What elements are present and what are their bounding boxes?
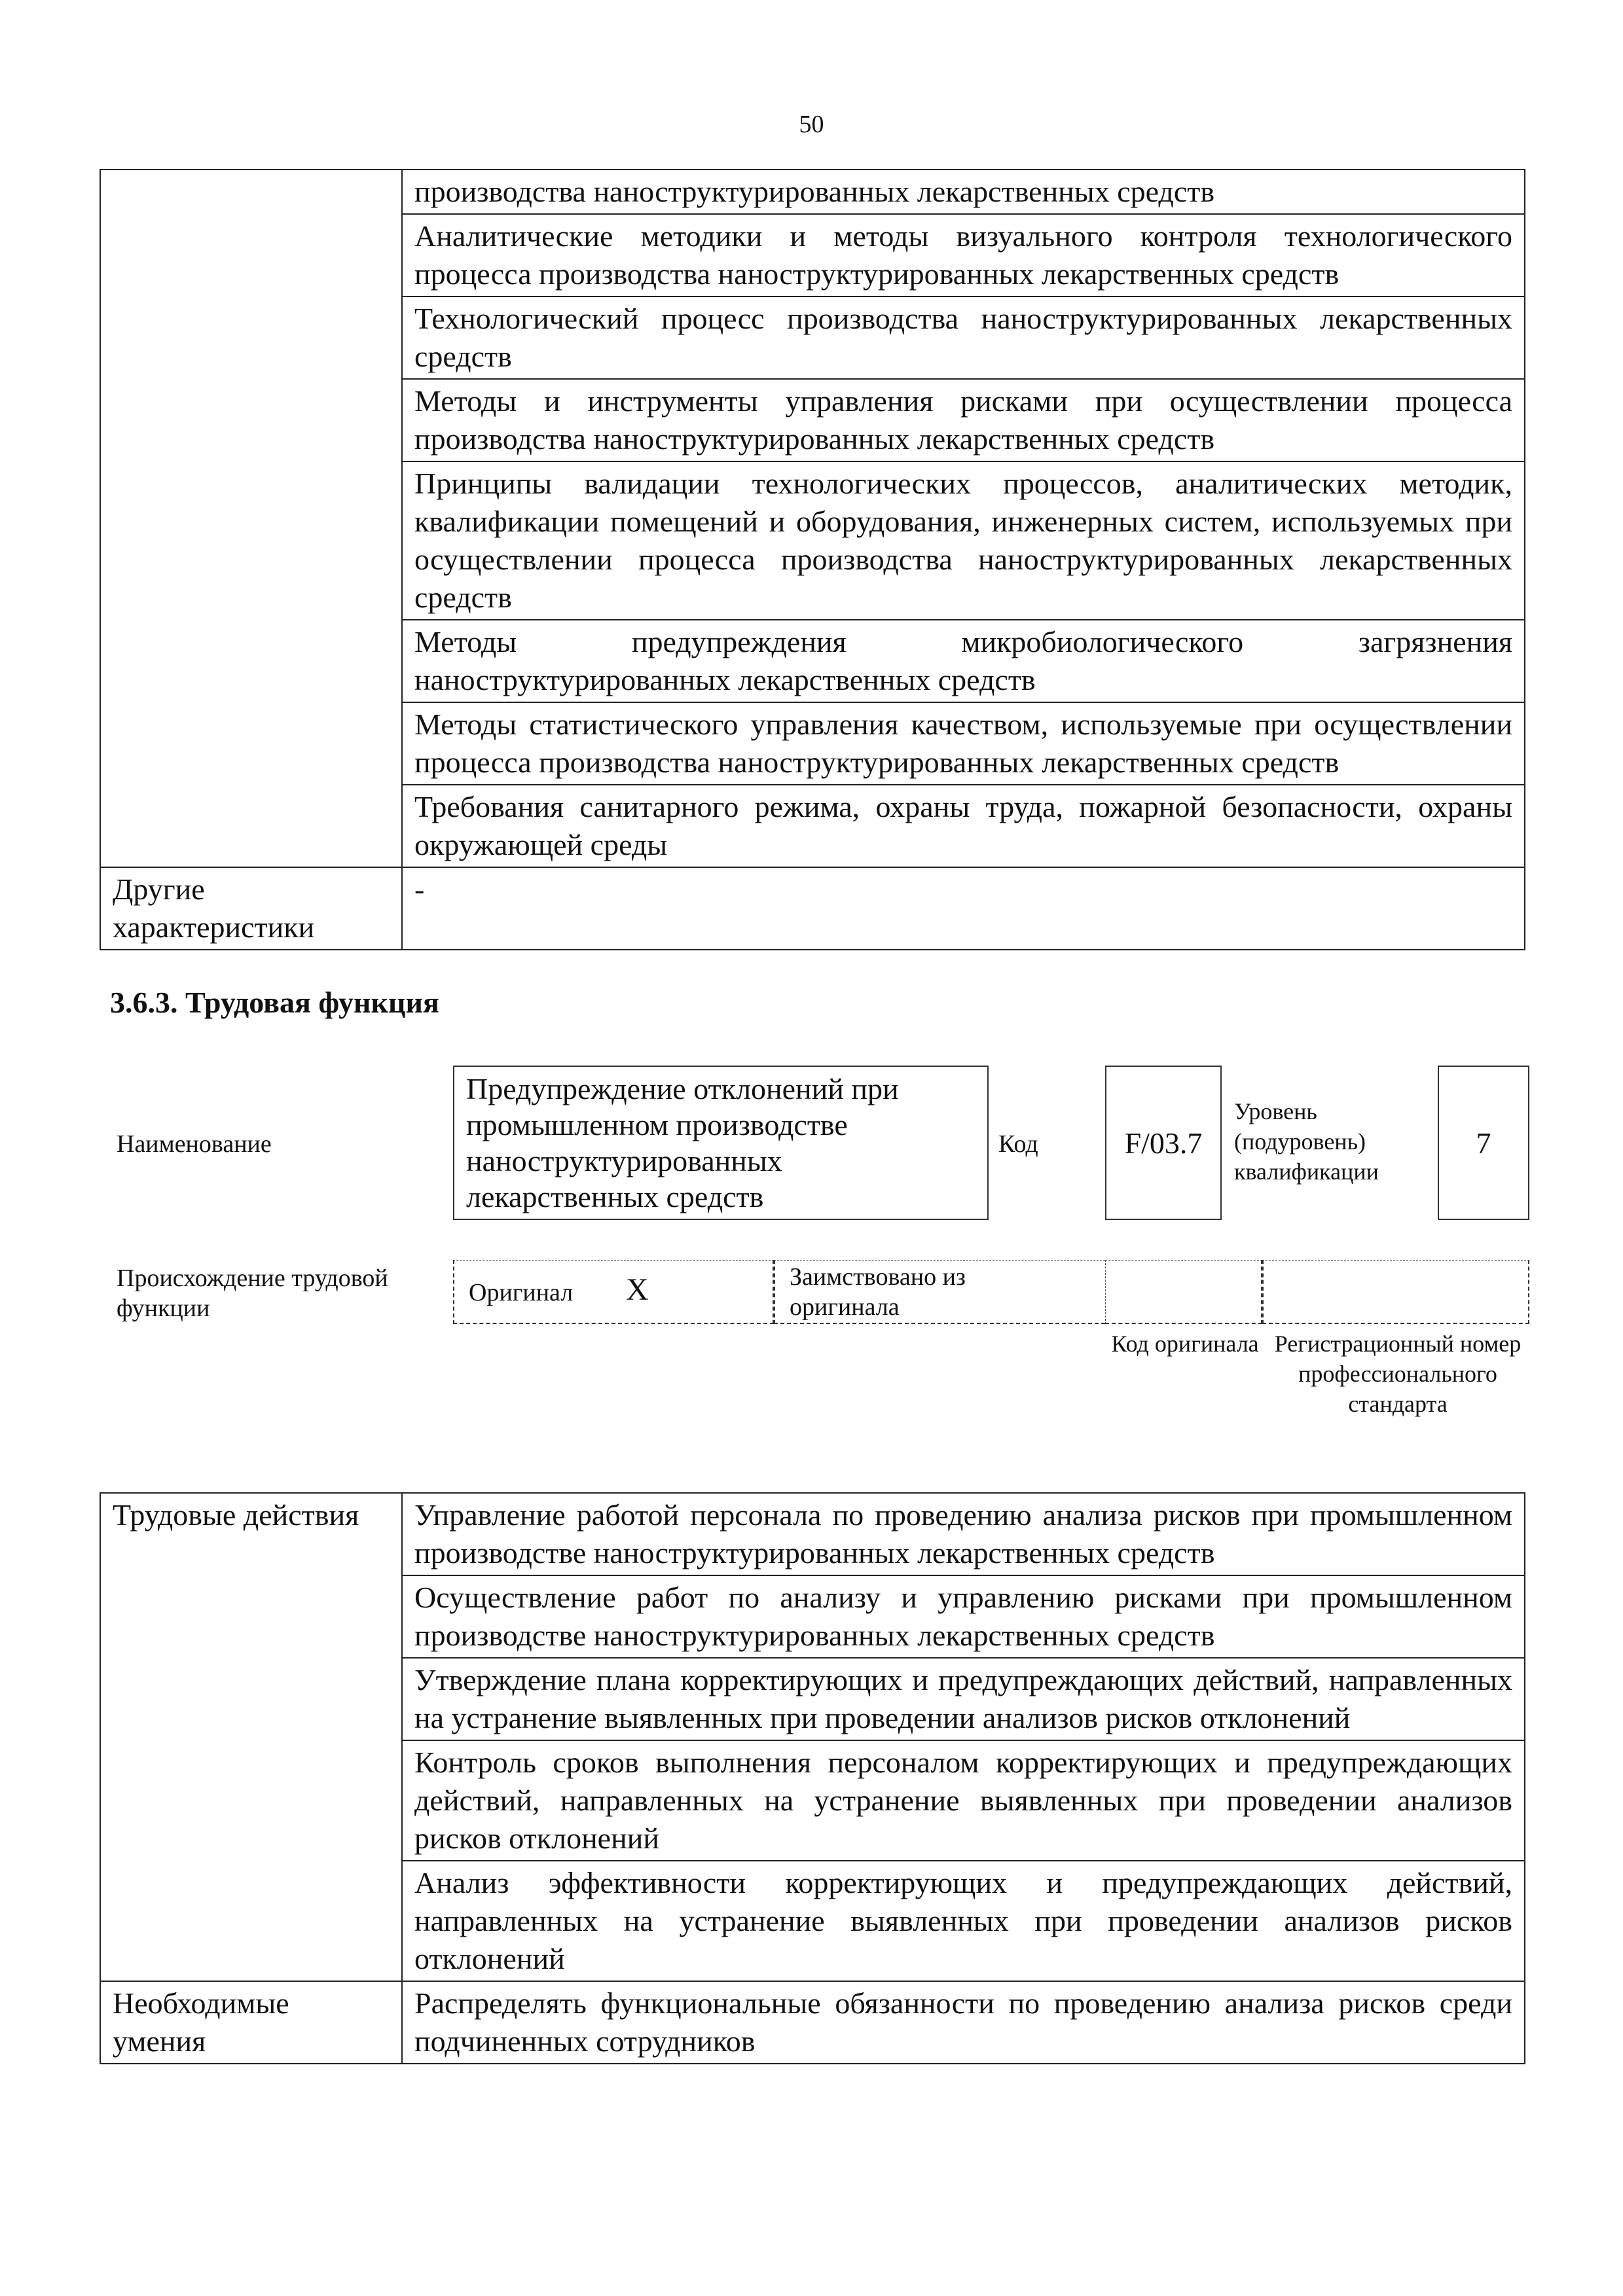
other-characteristics-label: Другие характеристики (100, 867, 402, 950)
knowledge-table (100, 169, 1525, 950)
knowledge-item: Технологический процесс производства наноструктурированных лекарственных средств (402, 296, 1525, 379)
row-label-empty (100, 170, 402, 867)
actions-table (100, 1492, 1525, 2064)
actions-label: Трудовые действия (100, 1493, 402, 1981)
reg-number-caption: Регистрационный номер профессионального стандарта (1274, 1331, 1522, 1417)
original-label: Оригинал (469, 1279, 574, 1306)
skill-item: Распределять функциональные обязанности по проведению анализа рисков среди подчиненных сотрудников (402, 1981, 1525, 2064)
action-item: Управление работой персонала по проведению анализа рисков при промышленном производстве наноструктурированных лекарственных средств (402, 1493, 1525, 1575)
section-title: 3.6.3. Трудовая функция (110, 986, 439, 1019)
borrowed-label: Заимствовано из оригинала (790, 1263, 966, 1321)
origin-label: Происхождение трудовой функции (117, 1265, 388, 1322)
page-number: 50 (799, 111, 824, 138)
knowledge-item: Требования санитарного режима, охраны труда, пожарной безопасности, охраны окружающей среды (402, 785, 1525, 867)
borrowed-cell (774, 1260, 1105, 1324)
action-item: Осуществление работ по анализу и управлению рисками при промышленном производстве наноструктурированных лекарственных средств (402, 1575, 1525, 1658)
table-row (100, 1981, 1525, 2064)
table-row (100, 867, 1525, 950)
other-characteristics-value: - (402, 867, 1525, 950)
function-name-box (453, 1066, 989, 1220)
code-label: Код (998, 1130, 1038, 1158)
code-value: F/03.7 (1124, 1126, 1203, 1160)
knowledge-item: производства наноструктурированных лекарственных средств (402, 170, 1525, 214)
table-row (100, 1493, 1525, 1575)
knowledge-item: Методы и инструменты управления рисками при осуществлении процесса производства наноструктурированных лекарственных средств (402, 379, 1525, 461)
code-box (1105, 1066, 1222, 1220)
original-cell (453, 1260, 774, 1324)
knowledge-item: Методы предупреждения микробиологического загрязнения наноструктурированных лекарственных средств (402, 620, 1525, 702)
function-name-value: Предупреждение отклонений при промышленном производстве наноструктурированных лекарственных средств (466, 1072, 899, 1213)
original-mark: X (626, 1272, 649, 1307)
knowledge-item: Принципы валидации технологических процессов, аналитических методик, квалификации помещений и оборудования, инженерных систем, используемых при осуществлении процесса производства наноструктурированных лекарственных средств (402, 461, 1525, 620)
action-item: Утверждение плана корректирующих и предупреждающих действий, направленных на устранение выявленных при проведении анализов рисков отклонений (402, 1658, 1525, 1740)
original-code-cell (1105, 1260, 1262, 1324)
action-item: Контроль сроков выполнения персоналом корректирующих и предупреждающих действий, направленных на устранение выявленных при проведении анализов рисков отклонений (402, 1740, 1525, 1861)
level-value: 7 (1476, 1126, 1491, 1160)
table-row (100, 170, 1525, 214)
level-box (1438, 1066, 1529, 1220)
action-item: Анализ эффективности корректирующих и предупреждающих действий, направленных на устранение выявленных при проведении анализов рисков отклонений (402, 1861, 1525, 1981)
skills-label: Необходимые умения (100, 1981, 402, 2064)
name-label: Наименование (117, 1130, 272, 1158)
reg-number-cell (1262, 1260, 1529, 1324)
knowledge-item: Методы статистического управления качеством, используемые при осуществлении процесса производства наноструктурированных лекарственных средств (402, 702, 1525, 785)
level-label: Уровень (подуровень) квалификации (1234, 1098, 1379, 1185)
knowledge-item: Аналитические методики и методы визуального контроля технологического процесса производства наноструктурированных лекарственных средств (402, 214, 1525, 296)
original-code-caption: Код оригинала (1111, 1331, 1259, 1357)
